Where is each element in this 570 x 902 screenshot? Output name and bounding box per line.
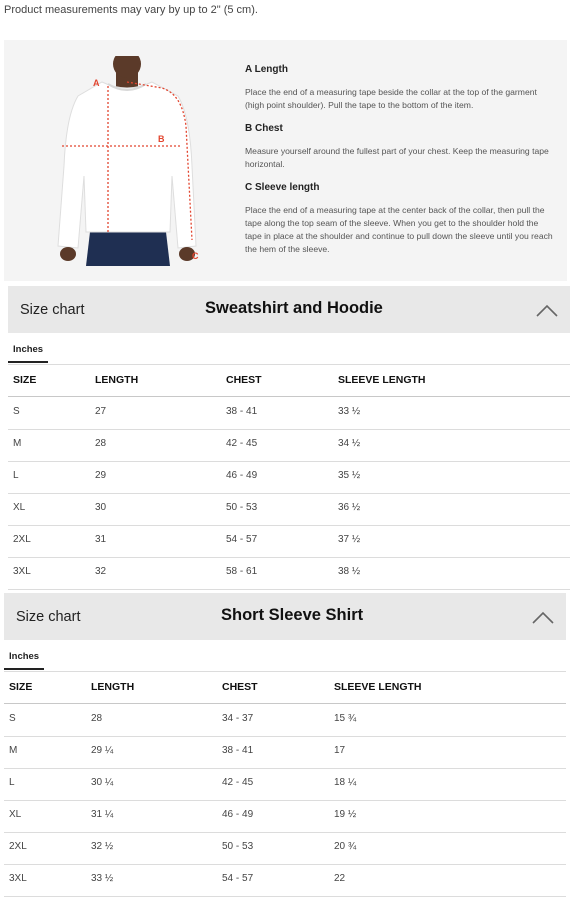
tab-divider xyxy=(8,364,570,365)
cell-length: 28 xyxy=(91,713,103,724)
cell-chest: 42 - 45 xyxy=(222,777,254,788)
cell-chest: 38 - 41 xyxy=(226,406,258,417)
cell-chest: 42 - 45 xyxy=(226,438,258,449)
chevron-up-icon[interactable] xyxy=(531,611,555,625)
chest-text: Measure yourself around the fullest part of your chest. Keep the measuring tape horizontal. xyxy=(245,146,549,169)
tab-indicator xyxy=(4,668,44,670)
length-heading: A Length xyxy=(245,64,288,75)
cell-size: M xyxy=(13,438,22,449)
column-header-chest: CHEST xyxy=(222,681,258,693)
chevron-up-icon[interactable] xyxy=(535,304,559,318)
cell-sleeve-length: 36 ½ xyxy=(338,502,361,513)
cell-sleeve-length: 18 ¼ xyxy=(334,777,357,788)
cell-size: L xyxy=(9,777,15,788)
column-header-sleeve-length: SLEEVE LENGTH xyxy=(334,681,422,693)
tab-indicator xyxy=(8,361,48,363)
cell-sleeve-length: 37 ½ xyxy=(338,534,361,545)
cell-chest: 46 - 49 xyxy=(222,809,254,820)
cell-sleeve-length: 20 ¾ xyxy=(334,841,357,852)
tab-divider xyxy=(4,671,566,672)
row-divider xyxy=(4,896,566,897)
tab-inches-sweatshirt[interactable]: Inches xyxy=(13,344,44,355)
cell-size: L xyxy=(13,470,19,481)
measurement-descriptions xyxy=(245,64,557,267)
chart-title-short-sleeve: Short Sleeve Shirt xyxy=(221,606,364,624)
size-chart-label: Size chart xyxy=(20,302,85,318)
cell-sleeve-length: 17 xyxy=(334,745,346,756)
cell-size: S xyxy=(9,713,16,724)
length-text: Place the end of a measuring tape beside the collar at the top of the garment (high point shoulder). Pull the tape to the bottom of the item. xyxy=(245,87,537,110)
marker-c: C xyxy=(192,251,199,261)
cell-sleeve-length: 22 xyxy=(334,873,346,884)
cell-sleeve-length: 15 ¾ xyxy=(334,713,357,724)
cell-size: 3XL xyxy=(13,566,31,577)
cell-size: S xyxy=(13,406,20,417)
cell-chest: 54 - 57 xyxy=(226,534,258,545)
row-divider xyxy=(4,736,566,737)
cell-chest: 54 - 57 xyxy=(222,873,254,884)
cell-sleeve-length: 19 ½ xyxy=(334,809,357,820)
cell-length: 30 xyxy=(95,502,107,513)
row-divider xyxy=(8,525,570,526)
header-divider xyxy=(4,703,566,704)
cell-chest: 50 - 53 xyxy=(226,502,258,513)
cell-length: 29 xyxy=(95,470,107,481)
column-header-chest: CHEST xyxy=(226,374,262,386)
chest-heading: B Chest xyxy=(245,123,283,134)
cell-size: 2XL xyxy=(9,841,27,852)
cell-size: M xyxy=(9,745,18,756)
cell-chest: 38 - 41 xyxy=(222,745,254,756)
row-divider xyxy=(8,493,570,494)
marker-a: A xyxy=(93,78,100,88)
cell-sleeve-length: 33 ½ xyxy=(338,406,361,417)
cell-size: 3XL xyxy=(9,873,27,884)
column-header-sleeve-length: SLEEVE LENGTH xyxy=(338,374,426,386)
cell-length: 32 ½ xyxy=(91,841,114,852)
cell-length: 31 xyxy=(95,534,107,545)
measurement-note: Product measurements may vary by up to 2" (5 cm). xyxy=(4,4,258,16)
row-divider xyxy=(8,429,570,430)
size-chart-header-short-sleeve[interactable] xyxy=(4,593,566,640)
cell-chest: 50 - 53 xyxy=(222,841,254,852)
tab-inches-short-sleeve[interactable]: Inches xyxy=(9,651,40,662)
sleeve-heading: C Sleeve length xyxy=(245,182,320,193)
cell-chest: 58 - 61 xyxy=(226,566,258,577)
cell-sleeve-length: 35 ½ xyxy=(338,470,361,481)
row-divider xyxy=(4,768,566,769)
sweatshirt-model-figure xyxy=(40,56,214,266)
cell-length: 31 ¼ xyxy=(91,809,114,820)
cell-length: 33 ½ xyxy=(91,873,114,884)
cell-length: 30 ¼ xyxy=(91,777,114,788)
row-divider xyxy=(8,589,570,590)
cell-size: XL xyxy=(13,502,26,513)
size-chart-header-sweatshirt[interactable] xyxy=(8,286,570,333)
column-header-length: LENGTH xyxy=(95,374,139,386)
cell-sleeve-length: 34 ½ xyxy=(338,438,361,449)
measurement-guide xyxy=(4,40,567,281)
column-header-size: SIZE xyxy=(9,681,33,693)
cell-chest: 34 - 37 xyxy=(222,713,254,724)
cell-size: XL xyxy=(9,809,22,820)
row-divider xyxy=(4,832,566,833)
size-chart-label: Size chart xyxy=(16,609,81,625)
column-header-length: LENGTH xyxy=(91,681,135,693)
marker-b: B xyxy=(158,134,165,144)
cell-chest: 46 - 49 xyxy=(226,470,258,481)
cell-sleeve-length: 38 ½ xyxy=(338,566,361,577)
sleeve-text: Place the end of a measuring tape at the center back of the collar, then pull the tape along the top seam of the sleeve. When you get to the shoulder hold the tape in place at the shoulder and continue to pull down the sleeve until you reach the hem of the sleeve. xyxy=(245,205,553,254)
cell-length: 29 ¼ xyxy=(91,745,114,756)
cell-length: 32 xyxy=(95,566,107,577)
row-divider xyxy=(8,557,570,558)
row-divider xyxy=(8,461,570,462)
column-header-size: SIZE xyxy=(13,374,37,386)
cell-length: 28 xyxy=(95,438,107,449)
header-divider xyxy=(8,396,570,397)
chart-title-sweatshirt: Sweatshirt and Hoodie xyxy=(205,299,383,317)
row-divider xyxy=(4,800,566,801)
cell-length: 27 xyxy=(95,406,107,417)
cell-size: 2XL xyxy=(13,534,31,545)
row-divider xyxy=(4,864,566,865)
